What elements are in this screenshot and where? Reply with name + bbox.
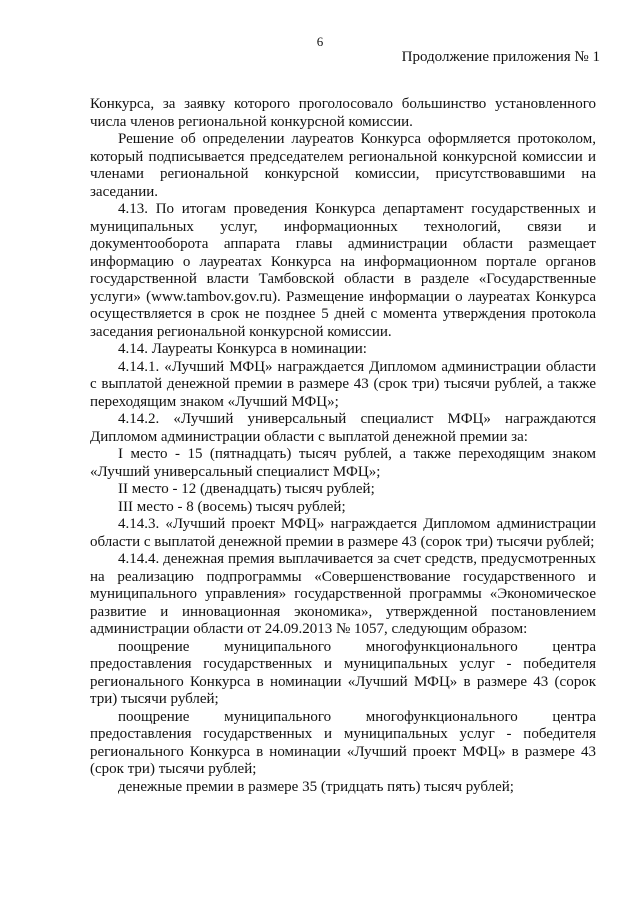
paragraph-reward-best-mfc: поощрение муниципального многофункционального центра предоставления государственных и муниципальных услуг - победителя регионального Конкурса в номинации «Лучший МФЦ» в размере 43 (сорок три) тысячи рублей;: [90, 638, 596, 707]
paragraph-4-14: 4.14. Лауреаты Конкурса в номинации:: [118, 341, 367, 357]
paragraph-4-14-2: 4.14.2. «Лучший универсальный специалист МФЦ» награждаются Дипломом администрации области с выплатой денежной премии за:: [90, 411, 596, 445]
paragraph-second-place: II место - 12 (двенадцать) тысяч рублей;: [118, 481, 375, 497]
paragraph-reward-best-project: поощрение муниципального многофункционального центра предоставления государственных и муниципальных услуг - победителя регионального Конкурса в номинации «Лучший проект МФЦ» в размере 43 (срок три) тысячи рублей;: [90, 708, 596, 777]
paragraph-third-place: III место - 8 (восемь) тысяч рублей;: [118, 498, 346, 515]
paragraph-cash-prizes: денежные премии в размере 35 (тридцать пять) тысяч рублей;: [118, 778, 514, 795]
paragraph-continuation: Конкурса, за заявку которого проголосовало большинство установленного числа членов региональной конкурсной комиссии.: [90, 96, 596, 130]
document-body: [90, 96, 596, 796]
paragraph-protocol-decision: Решение об определении лауреатов Конкурса оформляется протоколом, который подписывается председателем региональной конкурсной комиссии и членами региональной конкурсной комиссии, присутствовавшими на заседании.: [90, 131, 596, 200]
paragraph-first-place: I место - 15 (пятнадцать) тысяч рублей, а также переходящим знаком «Лучший универсальный специалист МФЦ»;: [90, 446, 596, 480]
paragraph-4-13: 4.13. По итогам проведения Конкурса департамент государственных и муниципальных услуг, информационных технологий, связи и документооборота аппарата главы администрации области размещает информацию о лауреатах Конкурса на информационном портале органов государственной власти Тамбовской области в разделе «Государственные услуги» (www.tambov.gov.ru). Размещение информации о лауреатах Конкурса осуществляется в срок не позднее 5 дней с момента утверждения протокола заседания региональной конкурсной комиссии.: [90, 201, 596, 340]
appendix-continuation-label: Продолжение приложения № 1: [401, 49, 600, 65]
paragraph-4-14-3: 4.14.3. «Лучший проект МФЦ» награждается Дипломом администрации области с выплатой денежной премии в размере 43 (сорок три) тысячи рублей;: [90, 516, 596, 550]
paragraph-4-14-1: 4.14.1. «Лучший МФЦ» награждается Дипломом администрации области с выплатой денежной премии в размере 43 (срок три) тысячи рублей, а также переходящим знаком «Лучший МФЦ»;: [90, 358, 596, 410]
paragraph-4-14-4: 4.14.4. денежная премия выплачивается за счет средств, предусмотренных на реализацию подпрограммы «Совершенствование государственного и муниципального управления» государственной программы «Экономическое развитие и инновационная экономика», утвержденной постановлением администрации области от 24.09.2013 № 1057, следующим образом:: [90, 551, 596, 637]
page-number: 6: [316, 34, 324, 49]
